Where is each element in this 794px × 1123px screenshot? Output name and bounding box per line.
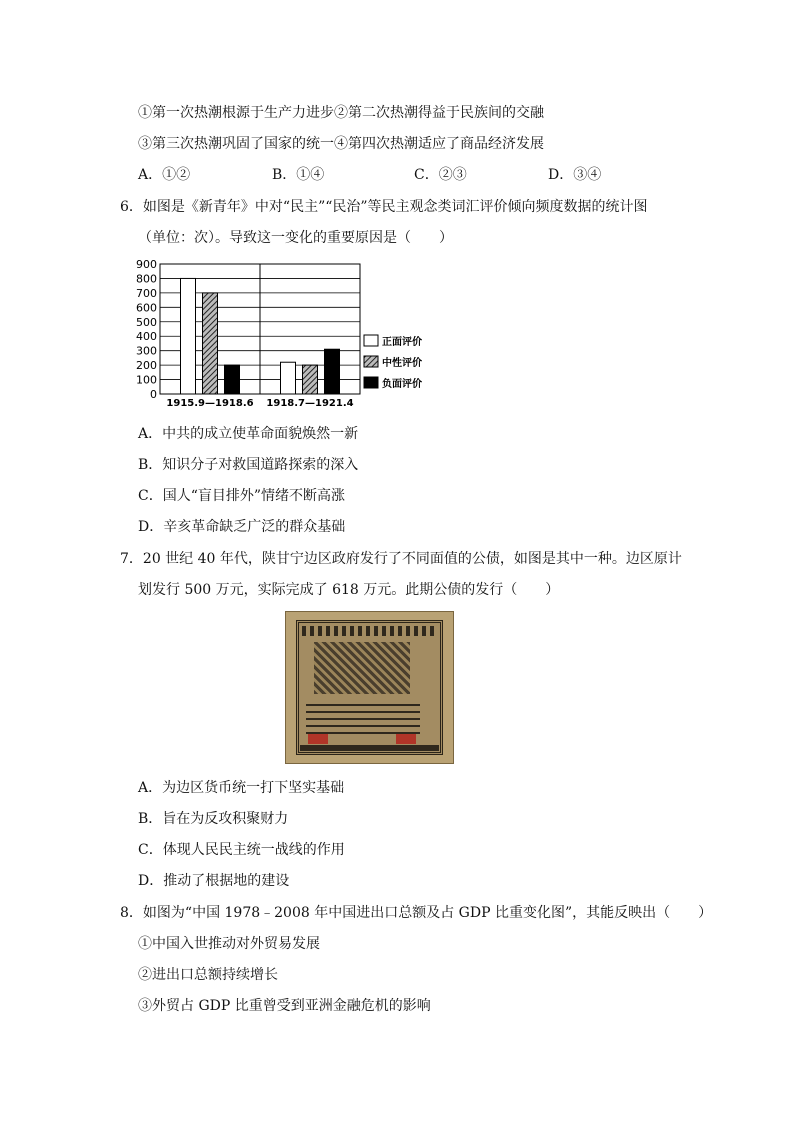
q7-option-a[interactable]: A．为边区货币统一打下坚实基础: [138, 780, 345, 796]
bond-certificate-image: [285, 611, 454, 764]
x-category-label: 1918.7—1921.4: [266, 398, 354, 408]
bar: [325, 349, 340, 394]
q6-option-d[interactable]: D．辛亥革命缺乏广泛的群众基础: [138, 519, 346, 535]
y-tick-label: 0: [150, 388, 157, 401]
y-tick-label: 800: [136, 272, 157, 286]
y-tick-label: 400: [136, 330, 157, 344]
y-tick-label: 500: [136, 315, 157, 329]
q8-statement-2: ②进出口总额持续增长: [138, 967, 278, 983]
q8-statement-1: ①中国入世推动对外贸易发展: [138, 936, 320, 952]
red-seal-icon: [396, 734, 416, 744]
bond-denomination-glyph: [314, 642, 410, 694]
bar: [303, 365, 318, 394]
red-seal-icon: [308, 734, 328, 744]
bar: [225, 365, 240, 394]
q7-option-c[interactable]: C．体现人民民主统一战线的作用: [138, 842, 345, 858]
bond-bottom-band: [300, 745, 439, 751]
q7-stem-line-1: 7．20 世纪 40 年代，陕甘宁边区政府发行了不同面值的公债，如图是其中一种。边区原计: [120, 551, 682, 567]
bar: [281, 362, 296, 394]
q6-stem-line-2: （单位：次）。导致这一变化的重要原因是（ ）: [138, 230, 453, 246]
bond-text-rows: [306, 704, 420, 734]
q5-statement-2: ③第三次热潮巩固了国家的统一④第四次热潮适应了商品经济发展: [138, 136, 544, 152]
bar: [203, 293, 218, 394]
q7-option-b[interactable]: B．旨在为反攻积聚财力: [138, 811, 289, 827]
q6-bar-chart: [118, 258, 448, 408]
x-category-label: 1915.9—1918.6: [166, 398, 254, 408]
q5-option-a[interactable]: A．①②: [138, 167, 191, 183]
q5-option-d[interactable]: D．③④: [548, 167, 602, 183]
legend-swatch: [364, 356, 378, 367]
y-tick-label: 100: [136, 373, 157, 387]
q5-statement-1: ①第一次热潮根源于生产力进步②第二次热潮得益于民族间的交融: [138, 105, 544, 121]
y-tick-label: 900: [136, 258, 157, 271]
q8-stem: 8．如图为“中国 1978﹣2008 年中国进出口总额及占 GDP 比重变化图”，其能反映出（ ）: [120, 905, 713, 921]
y-tick-label: 300: [136, 344, 157, 358]
q6-stem-line-1: 6．如图是《新青年》中对“民主”“民治”等民主观念类词汇评价倾向频度数据的统计图: [120, 199, 648, 215]
q6-option-b[interactable]: B．知识分子对救国道路探索的深入: [138, 457, 359, 473]
legend-label: 负面评价: [382, 379, 422, 390]
q6-option-c[interactable]: C．国人“盲目排外”情绪不断高涨: [138, 488, 346, 504]
q5-option-c[interactable]: C．②③: [414, 167, 467, 183]
bar: [181, 278, 196, 394]
y-tick-label: 200: [136, 359, 157, 373]
q8-statement-3: ③外贸占 GDP 比重曾受到亚洲金融危机的影响: [138, 998, 431, 1014]
bond-top-band: [302, 626, 437, 636]
legend-swatch: [364, 335, 378, 346]
q7-option-d[interactable]: D．推动了根据地的建设: [138, 873, 290, 889]
q6-option-a[interactable]: A．中共的成立使革命面貌焕然一新: [138, 426, 359, 442]
legend-label: 中性评价: [382, 358, 422, 369]
y-tick-label: 700: [136, 286, 157, 300]
y-tick-label: 600: [136, 301, 157, 315]
legend-label: 正面评价: [382, 337, 422, 348]
q5-option-b[interactable]: B．①④: [272, 167, 325, 183]
q7-stem-line-2: 划发行 500 万元，实际完成了 618 万元。此期公债的发行（ ）: [138, 582, 560, 598]
legend-swatch: [364, 377, 378, 388]
